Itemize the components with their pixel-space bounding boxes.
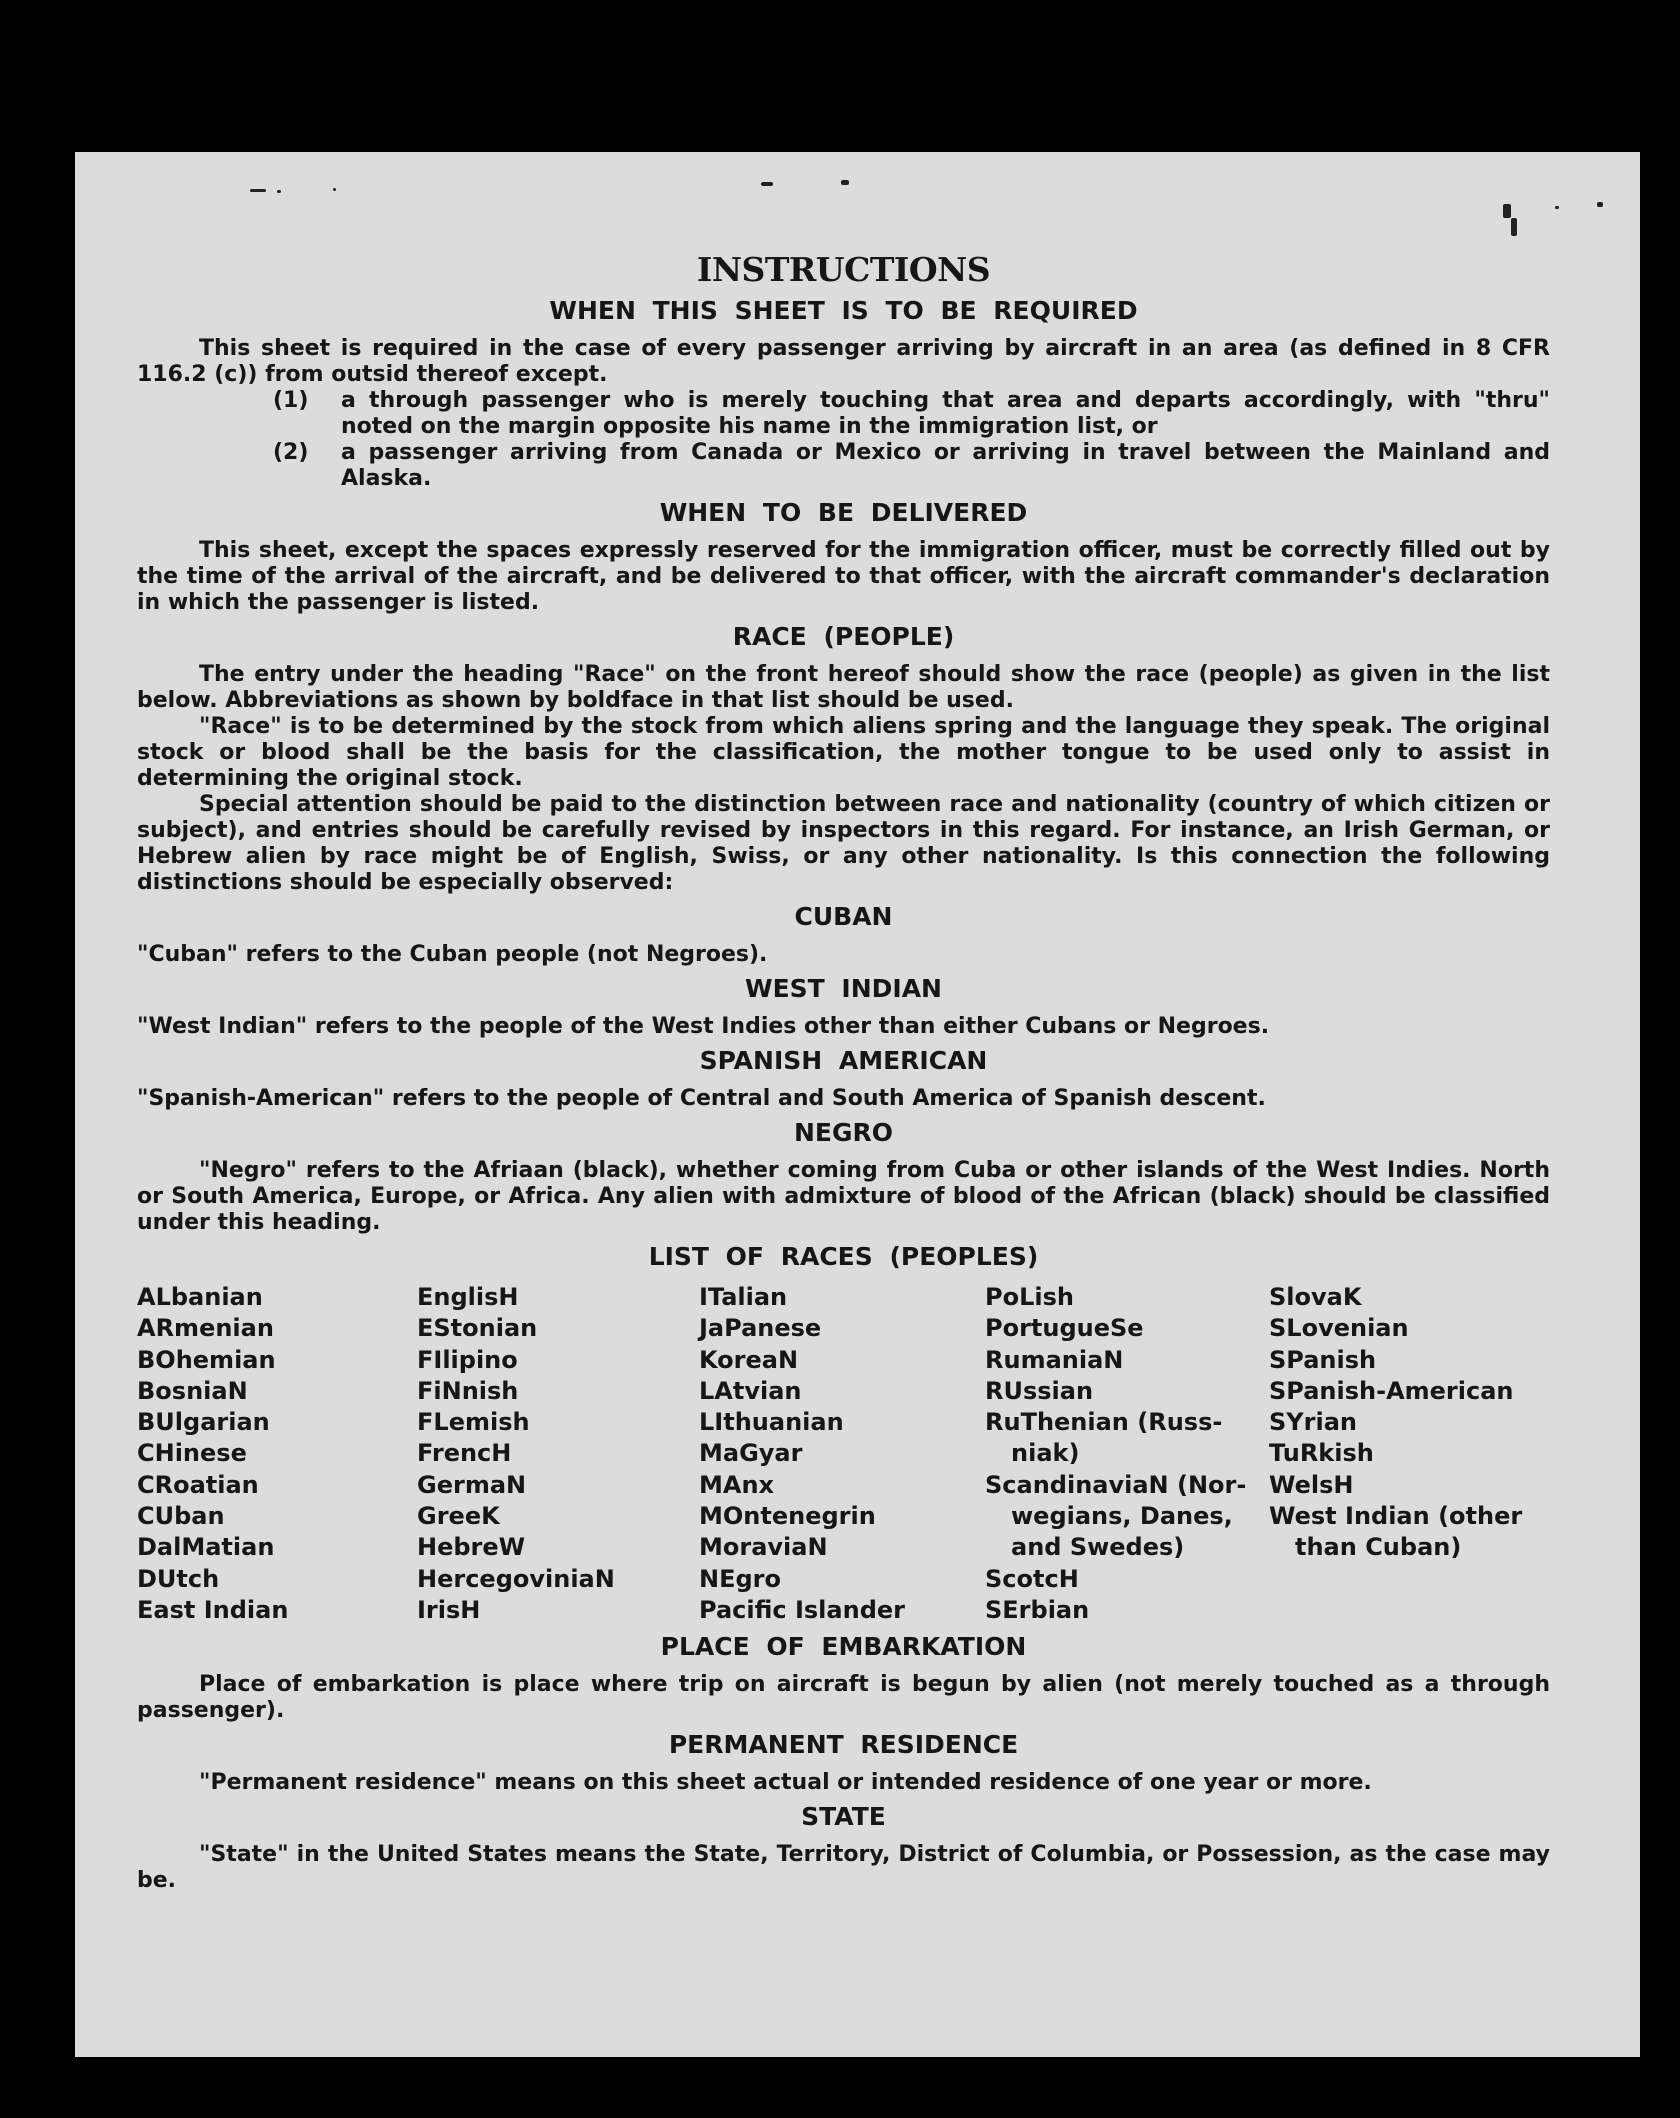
paragraph: The entry under the heading "Race" on the front hereof should show the race (people) as given in the list below. Abbreviations as shown by boldface in that list should be used.	[137, 662, 1550, 713]
race-entry: DUtch	[137, 1564, 220, 1593]
paragraph: Place of embarkation is place where trip on aircraft is begun by alien (not merely touched as a through passenger).	[137, 1672, 1550, 1724]
ink-speck	[841, 180, 849, 185]
ink-speck	[1503, 204, 1511, 218]
race-entry: ScotcH	[985, 1564, 1079, 1593]
ink-speck	[333, 188, 336, 191]
race-entry: FLemish	[417, 1408, 530, 1437]
exception-item	[273, 388, 1550, 440]
race-entry: FiNnish	[417, 1376, 519, 1405]
paragraph: This sheet is required in the case of every passenger arriving by aircraft in an area (as defined in 8 CFR 116.2 (c)) from outsid thereof except.	[137, 336, 1550, 387]
race-column	[985, 1282, 1269, 1626]
race-entry: SLovenian	[1269, 1314, 1409, 1343]
race-entry: SPanish	[1269, 1345, 1377, 1374]
item-number: (1)	[273, 388, 309, 413]
race-entry: MaGyar	[699, 1439, 803, 1468]
race-entry: TuRkish	[1269, 1439, 1374, 1468]
race-list	[137, 1282, 1550, 1626]
race-entry: wegians, Danes,	[1011, 1502, 1233, 1531]
race-entry: CHinese	[137, 1439, 247, 1468]
paragraph: "Permanent residence" means on this sheet actual or intended residence of one year or more.	[199, 1770, 1372, 1796]
section-heading: WEST INDIAN	[745, 974, 942, 1003]
race-entry: West Indian (other	[1269, 1502, 1523, 1531]
race-entry: MAnx	[699, 1470, 775, 1499]
race-entry: IrisH	[417, 1595, 481, 1624]
race-entry: SlovaK	[1269, 1283, 1362, 1311]
race-entry: PortugueSe	[985, 1314, 1144, 1343]
race-entry: ARmenian	[137, 1314, 274, 1343]
race-entry: FrencH	[417, 1439, 512, 1468]
paragraph: "Cuban" refers to the Cuban people (not Negroes).	[137, 942, 768, 967]
race-entry: BosniaN	[137, 1376, 248, 1405]
race-column	[699, 1282, 985, 1626]
race-entry: RuThenian (Russ-	[985, 1408, 1223, 1437]
race-column	[1269, 1282, 1529, 1626]
race-entry: MOntenegrin	[699, 1502, 876, 1531]
race-entry: HercegoviniaN	[417, 1564, 615, 1593]
ink-speck	[1597, 202, 1603, 207]
race-entry: than Cuban)	[1295, 1533, 1462, 1562]
item-number: (2)	[273, 440, 309, 465]
race-entry: SYrian	[1269, 1408, 1358, 1437]
race-entry: BOhemian	[137, 1345, 276, 1374]
race-entry: BUlgarian	[137, 1408, 270, 1437]
race-entry: GreeK	[417, 1502, 500, 1531]
race-entry: MoraviaN	[699, 1533, 828, 1562]
section-heading: RACE (PEOPLE)	[732, 622, 955, 651]
section-heading: WHEN THIS SHEET IS TO BE REQUIRED	[549, 296, 1138, 325]
section-heading: PLACE OF EMBARKATION	[660, 1632, 1027, 1662]
race-entry: NEgro	[699, 1564, 781, 1593]
exception-item	[273, 440, 1550, 492]
race-entry: East Indian	[137, 1595, 289, 1624]
race-entry: RumaniaN	[985, 1345, 1124, 1374]
race-entry: ScandinaviaN (Nor-	[985, 1470, 1247, 1499]
race-entry: ITalian	[699, 1283, 788, 1311]
paragraph: Special attention should be paid to the distinction between race and nationality (country of which citizen or subject), and entries should be carefully revised by inspectors in this regard. For instance, an Irish German, or Hebrew alien by race might be of English, Swiss, or any other nationality. Is this connection the following distinctions should be especially observed:	[137, 792, 1550, 895]
document-sheet	[75, 152, 1640, 2057]
ink-speck	[277, 190, 281, 193]
paragraph: "Negro" refers to the Afriaan (black), whether coming from Cuba or other islands of the West Indies. North or South America, Europe, or Africa. Any alien with admixture of blood of the African (black) should be classified under this heading.	[137, 1158, 1550, 1235]
section-heading: SPANISH AMERICAN	[699, 1046, 988, 1075]
race-entry: ALbanian	[137, 1283, 263, 1311]
item-text: a passenger arriving from Canada or Mexico or arriving in travel between the Mainland and Alaska.	[341, 440, 1550, 491]
race-entry: JaPanese	[699, 1314, 822, 1343]
race-entry: WelsH	[1269, 1470, 1354, 1499]
race-entry: HebreW	[417, 1533, 526, 1562]
section-heading: CUBAN	[794, 902, 893, 931]
race-entry: PoLish	[985, 1283, 1074, 1311]
section-heading: STATE	[801, 1802, 886, 1832]
race-entry: KoreaN	[699, 1345, 799, 1374]
section-heading: LIST OF RACES (PEOPLES)	[648, 1242, 1039, 1271]
document-title: INSTRUCTIONS	[696, 250, 991, 289]
paragraph: "Spanish-American" refers to the people of Central and South America of Spanish descent.	[137, 1086, 1266, 1111]
section-heading: NEGRO	[793, 1118, 894, 1147]
ink-speck	[250, 189, 266, 192]
paragraph: "Race" is to be determined by the stock from which aliens spring and the language they speak. The original stock or blood shall be the basis for the classification, the mother tongue to be used only to assist in determining the original stock.	[137, 714, 1550, 791]
race-entry: LAtvian	[699, 1376, 802, 1405]
race-entry: RUssian	[985, 1376, 1094, 1405]
paragraph: This sheet, except the spaces expressly reserved for the immigration officer, must be correctly filled out by the time of the arrival of the aircraft, and be delivered to that officer, with the aircraft commander's declaration in which the passenger is listed.	[137, 538, 1550, 615]
race-entry: GermaN	[417, 1470, 527, 1499]
race-entry: and Swedes)	[1011, 1533, 1185, 1562]
instructions-content	[137, 250, 1550, 1894]
race-entry: CUban	[137, 1502, 225, 1531]
race-entry: niak)	[1011, 1439, 1080, 1468]
race-column	[417, 1282, 699, 1626]
race-entry: CRoatian	[137, 1470, 259, 1499]
race-entry: DalMatian	[137, 1533, 275, 1562]
race-entry: EStonian	[417, 1314, 538, 1343]
ink-speck	[1511, 218, 1517, 236]
ink-speck	[761, 182, 773, 186]
race-entry: FIlipino	[417, 1345, 518, 1374]
race-entry: EnglisH	[417, 1283, 519, 1311]
section-heading: PERMANENT RESIDENCE	[668, 1730, 1019, 1760]
race-entry: LIthuanian	[699, 1408, 844, 1437]
ink-speck	[1555, 206, 1559, 209]
paragraph: "State" in the United States means the State, Territory, District of Columbia, or Possession, as the case may be.	[137, 1842, 1550, 1894]
section-heading: WHEN TO BE DELIVERED	[659, 498, 1028, 527]
paragraph: "West Indian" refers to the people of the West Indies other than either Cubans or Negroes.	[137, 1014, 1270, 1039]
race-column	[137, 1282, 417, 1626]
item-text: a through passenger who is merely touching that area and departs accordingly, with "thru" noted on the margin opposite his name in the immigration list, or	[341, 388, 1550, 439]
race-entry: SErbian	[985, 1595, 1090, 1624]
race-entry: Pacific Islander	[699, 1595, 905, 1624]
race-entry: SPanish-American	[1269, 1376, 1514, 1405]
